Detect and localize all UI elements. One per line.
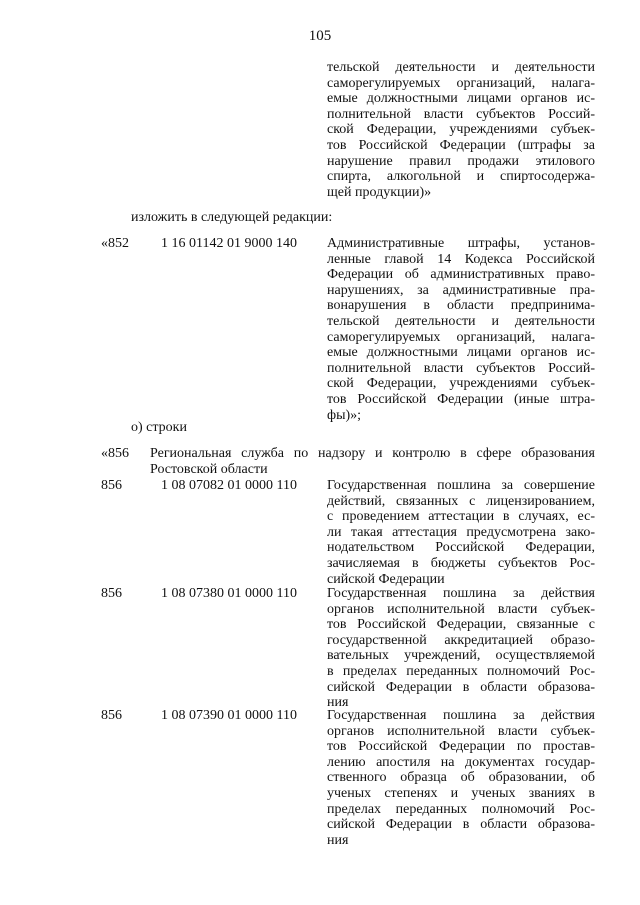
- instruction-paragraph: изложить в следующей редакции:: [131, 210, 333, 225]
- text-line: Ростовской области: [150, 461, 268, 477]
- text-line: емые должностными лицами органов ис-: [327, 345, 595, 361]
- text-line: ли такая аттестация предусмотрена зако-: [327, 524, 595, 540]
- instruction-paragraph: о) строки: [131, 420, 187, 435]
- text-line: сийской Федерации в области образова-: [327, 817, 595, 833]
- text-line: сийской Федерации: [327, 571, 445, 587]
- text-line: Государственная пошлина за действия: [327, 708, 595, 723]
- text-line: Государственная пошлина за действия: [327, 586, 595, 601]
- text-line: органов исполнительной власти субъек-: [327, 723, 595, 739]
- text-line: лению апостиля на документах государ-: [327, 754, 595, 770]
- entry-description: [327, 478, 595, 587]
- text-line: нарушениях, за административные пра-: [327, 282, 595, 298]
- table-row-prefix: «856: [101, 446, 129, 461]
- text-line: в пределах переданных полномочий Рос-: [327, 663, 595, 679]
- classification-code: 1 08 07390 01 0000 110: [161, 708, 297, 723]
- text-line: вательных учреждений, осуществляемой: [327, 648, 595, 664]
- text-line: саморегулируемых организаций, налага-: [327, 329, 595, 345]
- page-number: 105: [308, 28, 332, 44]
- text-line: фы)»;: [327, 407, 362, 423]
- text-line: тельской деятельности и деятельности: [327, 313, 595, 329]
- text-line: органов исполнительной власти субъек-: [327, 601, 595, 617]
- text-line: Федерации об административных право-: [327, 267, 595, 283]
- text-line: Региональная служба по надзору и контролю в сфере образования: [150, 446, 595, 461]
- text-line: емые должностными лицами органов ис-: [327, 91, 595, 107]
- text-line: Государственная пошлина за совершение: [327, 478, 595, 493]
- text-line: тов Российской Федерации (штрафы за: [327, 137, 595, 153]
- text-line: щей продукции)»: [327, 184, 432, 200]
- text-line: ния: [327, 832, 349, 848]
- text-line: полнительной власти субъектов Россий-: [327, 106, 595, 122]
- text-line: с проведением аттестации в случаях, ес-: [327, 509, 595, 525]
- text-line: спирта, алкогольной и спиртосодержа-: [327, 169, 595, 185]
- text-line: вонарушения в области предпринима-: [327, 298, 595, 314]
- text-line: ской Федерации, учреждениями субъек-: [327, 376, 595, 392]
- text-line: ленные главой 14 Кодекса Российской: [327, 251, 595, 267]
- classification-code: 1 16 01142 01 9000 140: [161, 236, 297, 251]
- text-line: ской Федерации, учреждениями субъек-: [327, 122, 595, 138]
- text-line: Административные штрафы, установ-: [327, 236, 595, 251]
- text-line: ственного образца об образовании, об: [327, 770, 595, 786]
- text-line: государственной аккредитацией образо-: [327, 632, 595, 648]
- table-row-prefix: 856: [101, 478, 122, 493]
- agency-name: [150, 446, 595, 477]
- text-line: полнительной власти субъектов Россий-: [327, 360, 595, 376]
- entry-description: [327, 236, 595, 423]
- entry-description: [327, 708, 595, 848]
- continuation-text: [327, 60, 595, 200]
- text-line: сийской Федерации в области образова-: [327, 679, 595, 695]
- text-line: ния: [327, 695, 349, 711]
- text-line: ученых степенях и ученых званиях в: [327, 785, 595, 801]
- text-line: тов Российской Федерации по простав-: [327, 739, 595, 755]
- classification-code: 1 08 07082 01 0000 110: [161, 478, 297, 493]
- text-line: действий, связанных с лицензированием,: [327, 493, 595, 509]
- table-row-prefix: 856: [101, 586, 122, 601]
- entry-description: [327, 586, 595, 711]
- text-line: нодательством Российской Федерации,: [327, 540, 595, 556]
- classification-code: 1 08 07380 01 0000 110: [161, 586, 297, 601]
- text-line: нарушение правил продажи этилового: [327, 153, 595, 169]
- text-line: тов Российской Федерации (иные штра-: [327, 391, 595, 407]
- text-line: тов Российской Федерации, связанные с: [327, 617, 595, 633]
- text-line: зачисляемая в бюджеты субъектов Рос-: [327, 555, 595, 571]
- table-row-prefix: 856: [101, 708, 122, 723]
- text-line: тельской деятельности и деятельности: [327, 60, 595, 75]
- table-row-prefix: «852: [101, 236, 129, 251]
- text-line: саморегулируемых организаций, налага-: [327, 75, 595, 91]
- text-line: пределах переданных полномочий Рос-: [327, 801, 595, 817]
